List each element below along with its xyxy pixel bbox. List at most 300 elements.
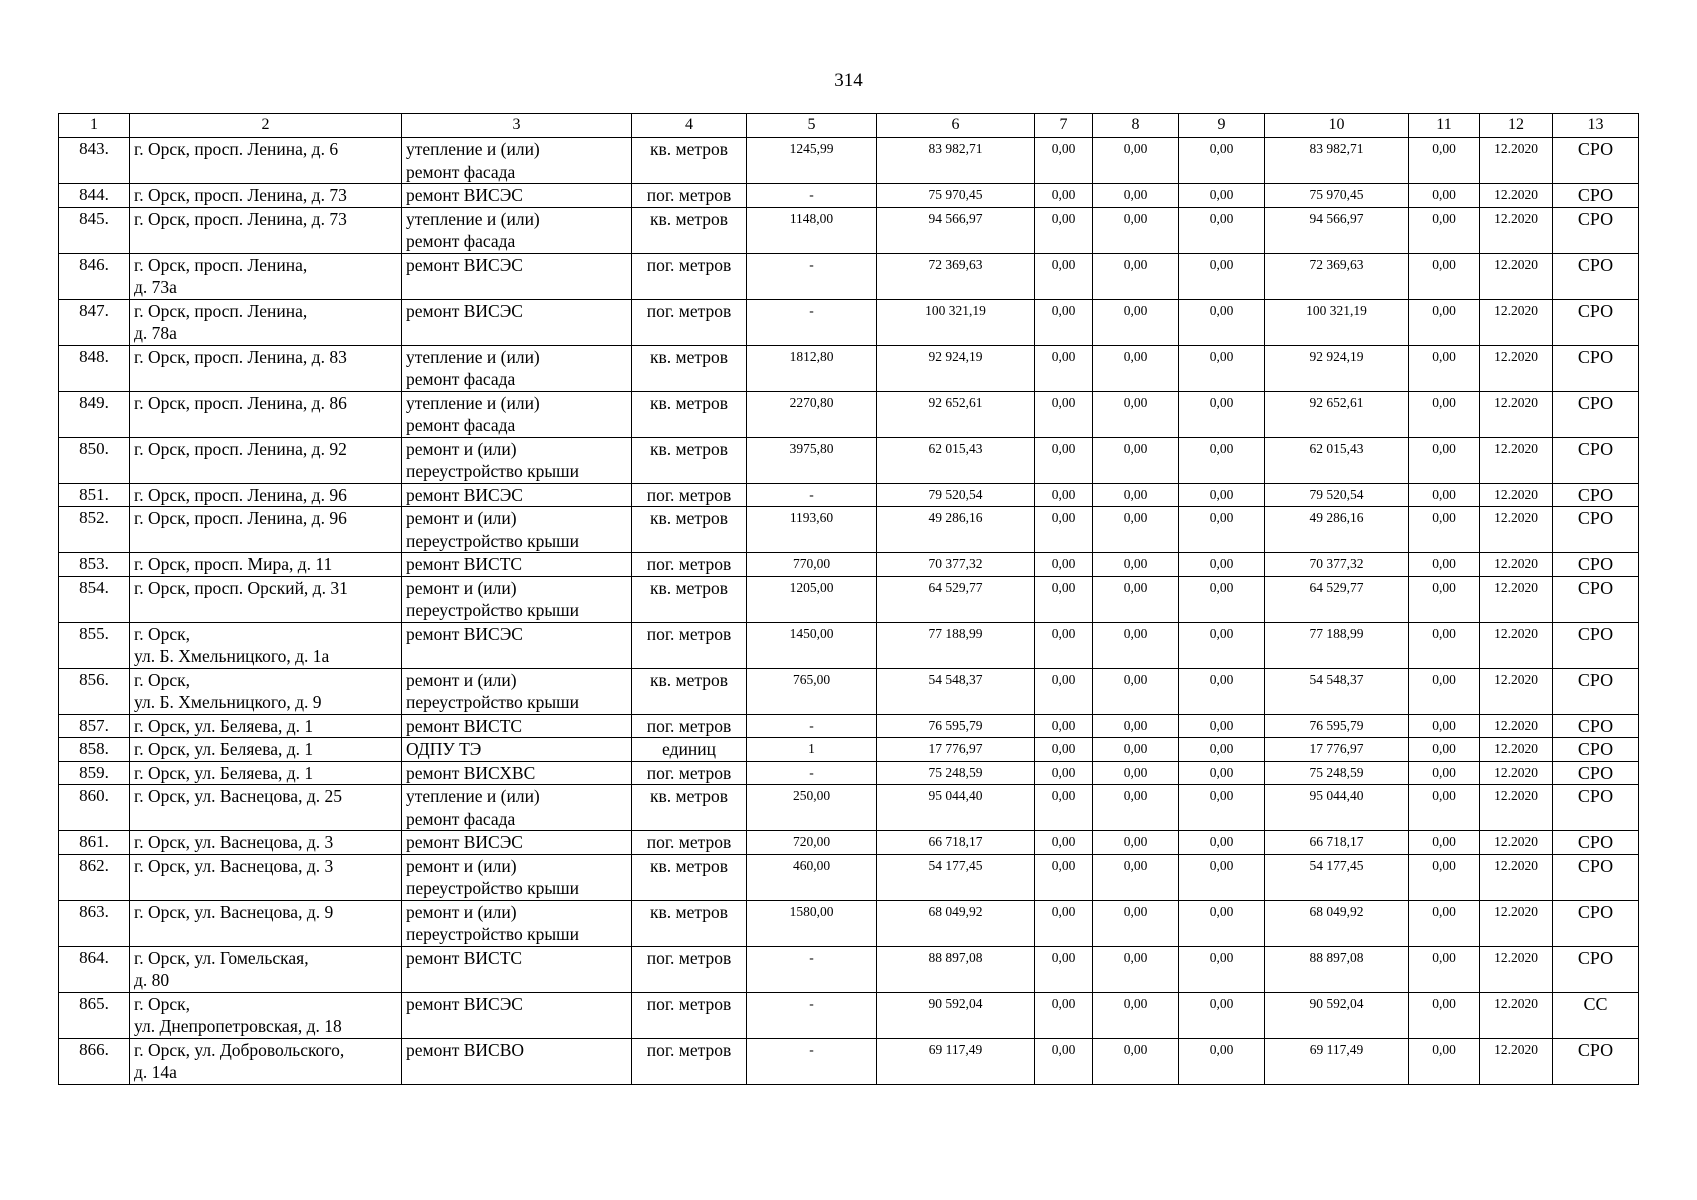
cell-unit: кв. метров <box>632 900 747 946</box>
cell-unit: кв. метров <box>632 207 747 253</box>
column-header-method: 13 <box>1553 114 1639 138</box>
cell-cost-total: 68 049,92 <box>877 900 1035 946</box>
cell-address: г. Орск, ул. Васнецова, д. 3 <box>130 854 402 900</box>
cell-fund-federal: 0,00 <box>1035 483 1093 507</box>
cell-fund-regional: 0,00 <box>1093 207 1179 253</box>
page-number: 314 <box>834 70 863 91</box>
cell-completion-date: 12.2020 <box>1480 184 1553 208</box>
cell-method: СРО <box>1553 785 1639 831</box>
column-header-fund-owners: 10 <box>1265 114 1409 138</box>
cell-work-type: ремонт и (или) переустройство крыши <box>402 437 632 483</box>
cell-address: г. Орск, ул. Васнецова, д. 3 <box>130 831 402 855</box>
cell-completion-date: 12.2020 <box>1480 714 1553 738</box>
cell-cost-total: 88 897,08 <box>877 946 1035 992</box>
cell-fund-owners: 79 520,54 <box>1265 483 1409 507</box>
cell-work-type: ремонт и (или) переустройство крыши <box>402 900 632 946</box>
cell-unit: пог. метров <box>632 553 747 577</box>
cell-cost-total: 90 592,04 <box>877 992 1035 1038</box>
cell-fund-owners: 64 529,77 <box>1265 576 1409 622</box>
cell-unit: кв. метров <box>632 437 747 483</box>
cell-fund-regional: 0,00 <box>1093 253 1179 299</box>
cell-fund-federal: 0,00 <box>1035 785 1093 831</box>
cell-completion-date: 12.2020 <box>1480 345 1553 391</box>
cell-fund-other: 0,00 <box>1409 138 1480 184</box>
table-row <box>59 946 1639 992</box>
cell-fund-regional: 0,00 <box>1093 714 1179 738</box>
cell-method: СРО <box>1553 900 1639 946</box>
cell-fund-federal: 0,00 <box>1035 761 1093 785</box>
cell-fund-owners: 92 652,61 <box>1265 391 1409 437</box>
cell-row-number: 857. <box>59 714 130 738</box>
column-header-cost-total: 6 <box>877 114 1035 138</box>
cell-work-type: утепление и (или) ремонт фасада <box>402 345 632 391</box>
cell-method: СРО <box>1553 622 1639 668</box>
cell-completion-date: 12.2020 <box>1480 207 1553 253</box>
table-row <box>59 207 1639 253</box>
cell-fund-other: 0,00 <box>1409 900 1480 946</box>
cell-unit: пог. метров <box>632 253 747 299</box>
cell-completion-date: 12.2020 <box>1480 761 1553 785</box>
cell-fund-federal: 0,00 <box>1035 507 1093 553</box>
cell-fund-other: 0,00 <box>1409 831 1480 855</box>
cell-cost-total: 92 924,19 <box>877 345 1035 391</box>
column-header-work-type: 3 <box>402 114 632 138</box>
cell-fund-local: 0,00 <box>1179 507 1265 553</box>
cell-fund-owners: 88 897,08 <box>1265 946 1409 992</box>
cell-method: СРО <box>1553 138 1639 184</box>
cell-fund-other: 0,00 <box>1409 854 1480 900</box>
cell-fund-regional: 0,00 <box>1093 992 1179 1038</box>
cell-row-number: 851. <box>59 483 130 507</box>
column-header-fund-regional: 8 <box>1093 114 1179 138</box>
cell-fund-local: 0,00 <box>1179 299 1265 345</box>
cell-address: г. Орск, ул. Беляева, д. 1 <box>130 714 402 738</box>
cell-fund-regional: 0,00 <box>1093 761 1179 785</box>
cell-fund-regional: 0,00 <box>1093 138 1179 184</box>
cell-address: г. Орск, ул. Днепропетровская, д. 18 <box>130 992 402 1038</box>
cell-fund-other: 0,00 <box>1409 622 1480 668</box>
cell-cost-total: 72 369,63 <box>877 253 1035 299</box>
cell-volume: 3975,80 <box>747 437 877 483</box>
cell-cost-total: 66 718,17 <box>877 831 1035 855</box>
cell-fund-regional: 0,00 <box>1093 738 1179 762</box>
table-row <box>59 576 1639 622</box>
cell-completion-date: 12.2020 <box>1480 1038 1553 1084</box>
column-header-completion-date: 12 <box>1480 114 1553 138</box>
cell-method: СРО <box>1553 437 1639 483</box>
cell-unit: кв. метров <box>632 507 747 553</box>
cell-fund-regional: 0,00 <box>1093 831 1179 855</box>
cell-work-type: ремонт и (или) переустройство крыши <box>402 507 632 553</box>
cell-fund-local: 0,00 <box>1179 946 1265 992</box>
cell-fund-other: 0,00 <box>1409 946 1480 992</box>
cell-address: г. Орск, просп. Ленина, д. 78а <box>130 299 402 345</box>
cell-work-type: ремонт ВИСЭС <box>402 253 632 299</box>
cell-fund-other: 0,00 <box>1409 668 1480 714</box>
cell-fund-other: 0,00 <box>1409 391 1480 437</box>
cell-fund-owners: 70 377,32 <box>1265 553 1409 577</box>
cell-work-type: ремонт ВИСВО <box>402 1038 632 1084</box>
cell-fund-regional: 0,00 <box>1093 946 1179 992</box>
cell-fund-local: 0,00 <box>1179 576 1265 622</box>
cell-fund-owners: 75 970,45 <box>1265 184 1409 208</box>
cell-completion-date: 12.2020 <box>1480 299 1553 345</box>
table-row <box>59 622 1639 668</box>
cell-fund-owners: 83 982,71 <box>1265 138 1409 184</box>
cell-method: СРО <box>1553 507 1639 553</box>
cell-fund-local: 0,00 <box>1179 138 1265 184</box>
cell-row-number: 861. <box>59 831 130 855</box>
cell-fund-other: 0,00 <box>1409 553 1480 577</box>
cell-row-number: 858. <box>59 738 130 762</box>
cell-volume: 1245,99 <box>747 138 877 184</box>
cell-fund-local: 0,00 <box>1179 553 1265 577</box>
cell-fund-owners: 76 595,79 <box>1265 714 1409 738</box>
cell-completion-date: 12.2020 <box>1480 253 1553 299</box>
cell-fund-owners: 75 248,59 <box>1265 761 1409 785</box>
cell-unit: кв. метров <box>632 138 747 184</box>
cell-fund-other: 0,00 <box>1409 207 1480 253</box>
cell-completion-date: 12.2020 <box>1480 668 1553 714</box>
cell-fund-local: 0,00 <box>1179 761 1265 785</box>
cell-method: СРО <box>1553 253 1639 299</box>
cell-cost-total: 64 529,77 <box>877 576 1035 622</box>
cell-fund-regional: 0,00 <box>1093 576 1179 622</box>
cell-fund-owners: 90 592,04 <box>1265 992 1409 1038</box>
cell-volume: - <box>747 1038 877 1084</box>
cell-address: г. Орск, просп. Ленина, д. 73 <box>130 207 402 253</box>
cell-unit: пог. метров <box>632 714 747 738</box>
cell-unit: пог. метров <box>632 622 747 668</box>
cell-fund-owners: 17 776,97 <box>1265 738 1409 762</box>
cell-unit: пог. метров <box>632 992 747 1038</box>
cell-address: г. Орск, ул. Васнецова, д. 25 <box>130 785 402 831</box>
table-row <box>59 253 1639 299</box>
cell-fund-local: 0,00 <box>1179 391 1265 437</box>
cell-fund-regional: 0,00 <box>1093 184 1179 208</box>
cell-fund-other: 0,00 <box>1409 483 1480 507</box>
cell-cost-total: 49 286,16 <box>877 507 1035 553</box>
cell-fund-regional: 0,00 <box>1093 553 1179 577</box>
cell-unit: кв. метров <box>632 345 747 391</box>
cell-volume: 2270,80 <box>747 391 877 437</box>
cell-fund-other: 0,00 <box>1409 992 1480 1038</box>
cell-fund-local: 0,00 <box>1179 854 1265 900</box>
cell-fund-owners: 95 044,40 <box>1265 785 1409 831</box>
cell-volume: 460,00 <box>747 854 877 900</box>
cell-row-number: 849. <box>59 391 130 437</box>
cell-work-type: ремонт ВИСЭС <box>402 184 632 208</box>
cell-method: СРО <box>1553 483 1639 507</box>
cell-row-number: 866. <box>59 1038 130 1084</box>
cell-work-type: утепление и (или) ремонт фасада <box>402 391 632 437</box>
cell-fund-owners: 68 049,92 <box>1265 900 1409 946</box>
cell-method: СРО <box>1553 184 1639 208</box>
cell-row-number: 844. <box>59 184 130 208</box>
cell-cost-total: 100 321,19 <box>877 299 1035 345</box>
cell-method: СРО <box>1553 299 1639 345</box>
cell-fund-federal: 0,00 <box>1035 345 1093 391</box>
table-row <box>59 831 1639 855</box>
cell-volume: - <box>747 761 877 785</box>
cell-row-number: 859. <box>59 761 130 785</box>
cell-method: СРО <box>1553 854 1639 900</box>
cell-address: г. Орск, ул. Беляева, д. 1 <box>130 738 402 762</box>
cell-fund-other: 0,00 <box>1409 253 1480 299</box>
cell-volume: - <box>747 714 877 738</box>
cell-unit: кв. метров <box>632 854 747 900</box>
cell-cost-total: 95 044,40 <box>877 785 1035 831</box>
cell-work-type: ремонт и (или) переустройство крыши <box>402 576 632 622</box>
cell-fund-local: 0,00 <box>1179 831 1265 855</box>
column-header-row-number: 1 <box>59 114 130 138</box>
cell-method: СРО <box>1553 668 1639 714</box>
cell-fund-local: 0,00 <box>1179 483 1265 507</box>
table-row <box>59 714 1639 738</box>
cell-work-type: ремонт и (или) переустройство крыши <box>402 668 632 714</box>
cell-method: СРО <box>1553 391 1639 437</box>
cell-volume: 1812,80 <box>747 345 877 391</box>
cell-volume: 1580,00 <box>747 900 877 946</box>
cell-fund-other: 0,00 <box>1409 761 1480 785</box>
cell-work-type: ремонт ВИСЭС <box>402 831 632 855</box>
cell-work-type: ремонт и (или) переустройство крыши <box>402 854 632 900</box>
cell-fund-local: 0,00 <box>1179 668 1265 714</box>
cell-fund-local: 0,00 <box>1179 992 1265 1038</box>
table-row <box>59 992 1639 1038</box>
cell-fund-federal: 0,00 <box>1035 253 1093 299</box>
cell-fund-owners: 94 566,97 <box>1265 207 1409 253</box>
table-row <box>59 138 1639 184</box>
cell-unit: пог. метров <box>632 761 747 785</box>
cell-cost-total: 92 652,61 <box>877 391 1035 437</box>
capital-repair-table <box>58 113 1639 1085</box>
cell-address: г. Орск, просп. Ленина, д. 92 <box>130 437 402 483</box>
table-header <box>59 114 1639 138</box>
cell-method: СС <box>1553 992 1639 1038</box>
cell-cost-total: 77 188,99 <box>877 622 1035 668</box>
cell-volume: 720,00 <box>747 831 877 855</box>
cell-fund-local: 0,00 <box>1179 714 1265 738</box>
cell-row-number: 862. <box>59 854 130 900</box>
cell-fund-other: 0,00 <box>1409 738 1480 762</box>
cell-unit: кв. метров <box>632 391 747 437</box>
cell-completion-date: 12.2020 <box>1480 854 1553 900</box>
cell-method: СРО <box>1553 738 1639 762</box>
cell-cost-total: 17 776,97 <box>877 738 1035 762</box>
cell-volume: 770,00 <box>747 553 877 577</box>
table-row <box>59 437 1639 483</box>
cell-row-number: 853. <box>59 553 130 577</box>
cell-completion-date: 12.2020 <box>1480 785 1553 831</box>
cell-address: г. Орск, просп. Мира, д. 11 <box>130 553 402 577</box>
table-row <box>59 345 1639 391</box>
column-header-address: 2 <box>130 114 402 138</box>
cell-completion-date: 12.2020 <box>1480 437 1553 483</box>
cell-address: г. Орск, просп. Ленина, д. 73 <box>130 184 402 208</box>
cell-address: г. Орск, ул. Гомельская, д. 80 <box>130 946 402 992</box>
table-row <box>59 299 1639 345</box>
cell-fund-regional: 0,00 <box>1093 345 1179 391</box>
cell-row-number: 845. <box>59 207 130 253</box>
cell-fund-other: 0,00 <box>1409 437 1480 483</box>
cell-fund-federal: 0,00 <box>1035 184 1093 208</box>
cell-fund-federal: 0,00 <box>1035 900 1093 946</box>
table-row <box>59 785 1639 831</box>
cell-completion-date: 12.2020 <box>1480 507 1553 553</box>
cell-address: г. Орск, ул. Б. Хмельницкого, д. 9 <box>130 668 402 714</box>
table-row <box>59 391 1639 437</box>
cell-fund-other: 0,00 <box>1409 714 1480 738</box>
cell-fund-federal: 0,00 <box>1035 946 1093 992</box>
cell-work-type: ремонт ВИСЭС <box>402 299 632 345</box>
cell-fund-federal: 0,00 <box>1035 576 1093 622</box>
cell-cost-total: 69 117,49 <box>877 1038 1035 1084</box>
cell-fund-regional: 0,00 <box>1093 507 1179 553</box>
cell-fund-local: 0,00 <box>1179 253 1265 299</box>
cell-row-number: 848. <box>59 345 130 391</box>
cell-cost-total: 83 982,71 <box>877 138 1035 184</box>
cell-fund-other: 0,00 <box>1409 345 1480 391</box>
cell-address: г. Орск, просп. Ленина, д. 86 <box>130 391 402 437</box>
cell-fund-federal: 0,00 <box>1035 207 1093 253</box>
cell-method: СРО <box>1553 946 1639 992</box>
cell-work-type: ремонт ВИСЭС <box>402 992 632 1038</box>
cell-row-number: 843. <box>59 138 130 184</box>
cell-volume: 1148,00 <box>747 207 877 253</box>
cell-row-number: 852. <box>59 507 130 553</box>
cell-address: г. Орск, просп. Ленина, д. 96 <box>130 483 402 507</box>
cell-volume: 1193,60 <box>747 507 877 553</box>
cell-method: СРО <box>1553 553 1639 577</box>
cell-fund-local: 0,00 <box>1179 785 1265 831</box>
cell-fund-local: 0,00 <box>1179 184 1265 208</box>
cell-fund-owners: 49 286,16 <box>1265 507 1409 553</box>
cell-fund-federal: 0,00 <box>1035 299 1093 345</box>
cell-row-number: 846. <box>59 253 130 299</box>
cell-volume: 1450,00 <box>747 622 877 668</box>
column-header-unit: 4 <box>632 114 747 138</box>
cell-completion-date: 12.2020 <box>1480 138 1553 184</box>
cell-fund-owners: 54 548,37 <box>1265 668 1409 714</box>
cell-fund-local: 0,00 <box>1179 345 1265 391</box>
cell-volume: - <box>747 299 877 345</box>
cell-volume: - <box>747 483 877 507</box>
cell-fund-regional: 0,00 <box>1093 900 1179 946</box>
table-row <box>59 738 1639 762</box>
cell-volume: - <box>747 946 877 992</box>
table-row <box>59 668 1639 714</box>
column-header-fund-other: 11 <box>1409 114 1480 138</box>
cell-address: г. Орск, ул. Беляева, д. 1 <box>130 761 402 785</box>
cell-cost-total: 75 248,59 <box>877 761 1035 785</box>
cell-work-type: утепление и (или) ремонт фасада <box>402 207 632 253</box>
cell-cost-total: 54 177,45 <box>877 854 1035 900</box>
cell-unit: пог. метров <box>632 946 747 992</box>
cell-completion-date: 12.2020 <box>1480 391 1553 437</box>
cell-address: г. Орск, просп. Ленина, д. 73а <box>130 253 402 299</box>
cell-row-number: 856. <box>59 668 130 714</box>
cell-unit: кв. метров <box>632 785 747 831</box>
cell-work-type: ремонт ВИСЭС <box>402 622 632 668</box>
cell-fund-regional: 0,00 <box>1093 622 1179 668</box>
cell-unit: пог. метров <box>632 831 747 855</box>
cell-work-type: ремонт ВИСТС <box>402 553 632 577</box>
cell-cost-total: 54 548,37 <box>877 668 1035 714</box>
cell-volume: 1 <box>747 738 877 762</box>
cell-fund-federal: 0,00 <box>1035 437 1093 483</box>
cell-row-number: 863. <box>59 900 130 946</box>
cell-fund-local: 0,00 <box>1179 207 1265 253</box>
cell-fund-regional: 0,00 <box>1093 668 1179 714</box>
cell-cost-total: 79 520,54 <box>877 483 1035 507</box>
cell-fund-owners: 62 015,43 <box>1265 437 1409 483</box>
cell-method: СРО <box>1553 345 1639 391</box>
cell-fund-federal: 0,00 <box>1035 668 1093 714</box>
cell-fund-regional: 0,00 <box>1093 785 1179 831</box>
cell-completion-date: 12.2020 <box>1480 622 1553 668</box>
cell-completion-date: 12.2020 <box>1480 738 1553 762</box>
cell-fund-other: 0,00 <box>1409 785 1480 831</box>
cell-cost-total: 70 377,32 <box>877 553 1035 577</box>
cell-volume: 1205,00 <box>747 576 877 622</box>
cell-address: г. Орск, просп. Орский, д. 31 <box>130 576 402 622</box>
table-row <box>59 184 1639 208</box>
table-row <box>59 854 1639 900</box>
cell-work-type: утепление и (или) ремонт фасада <box>402 785 632 831</box>
cell-completion-date: 12.2020 <box>1480 483 1553 507</box>
cell-fund-federal: 0,00 <box>1035 553 1093 577</box>
cell-completion-date: 12.2020 <box>1480 576 1553 622</box>
cell-method: СРО <box>1553 1038 1639 1084</box>
cell-address: г. Орск, просп. Ленина, д. 6 <box>130 138 402 184</box>
cell-method: СРО <box>1553 761 1639 785</box>
cell-fund-owners: 72 369,63 <box>1265 253 1409 299</box>
cell-completion-date: 12.2020 <box>1480 831 1553 855</box>
cell-fund-federal: 0,00 <box>1035 391 1093 437</box>
cell-unit: единиц <box>632 738 747 762</box>
cell-method: СРО <box>1553 831 1639 855</box>
cell-completion-date: 12.2020 <box>1480 553 1553 577</box>
cell-fund-owners: 77 188,99 <box>1265 622 1409 668</box>
cell-fund-local: 0,00 <box>1179 900 1265 946</box>
cell-address: г. Орск, просп. Ленина, д. 96 <box>130 507 402 553</box>
cell-fund-other: 0,00 <box>1409 507 1480 553</box>
cell-address: г. Орск, ул. Добровольского, д. 14а <box>130 1038 402 1084</box>
cell-fund-regional: 0,00 <box>1093 483 1179 507</box>
cell-fund-federal: 0,00 <box>1035 992 1093 1038</box>
column-header-fund-local: 9 <box>1179 114 1265 138</box>
cell-fund-federal: 0,00 <box>1035 738 1093 762</box>
cell-work-type: утепление и (или) ремонт фасада <box>402 138 632 184</box>
cell-fund-regional: 0,00 <box>1093 299 1179 345</box>
cell-unit: пог. метров <box>632 483 747 507</box>
cell-cost-total: 62 015,43 <box>877 437 1035 483</box>
cell-method: СРО <box>1553 207 1639 253</box>
cell-fund-local: 0,00 <box>1179 622 1265 668</box>
cell-work-type: ОДПУ ТЭ <box>402 738 632 762</box>
cell-completion-date: 12.2020 <box>1480 900 1553 946</box>
cell-fund-local: 0,00 <box>1179 437 1265 483</box>
cell-unit: пог. метров <box>632 299 747 345</box>
cell-row-number: 860. <box>59 785 130 831</box>
cell-fund-federal: 0,00 <box>1035 831 1093 855</box>
cell-fund-local: 0,00 <box>1179 738 1265 762</box>
cell-work-type: ремонт ВИСХВС <box>402 761 632 785</box>
cell-fund-owners: 54 177,45 <box>1265 854 1409 900</box>
cell-row-number: 855. <box>59 622 130 668</box>
table-row <box>59 761 1639 785</box>
